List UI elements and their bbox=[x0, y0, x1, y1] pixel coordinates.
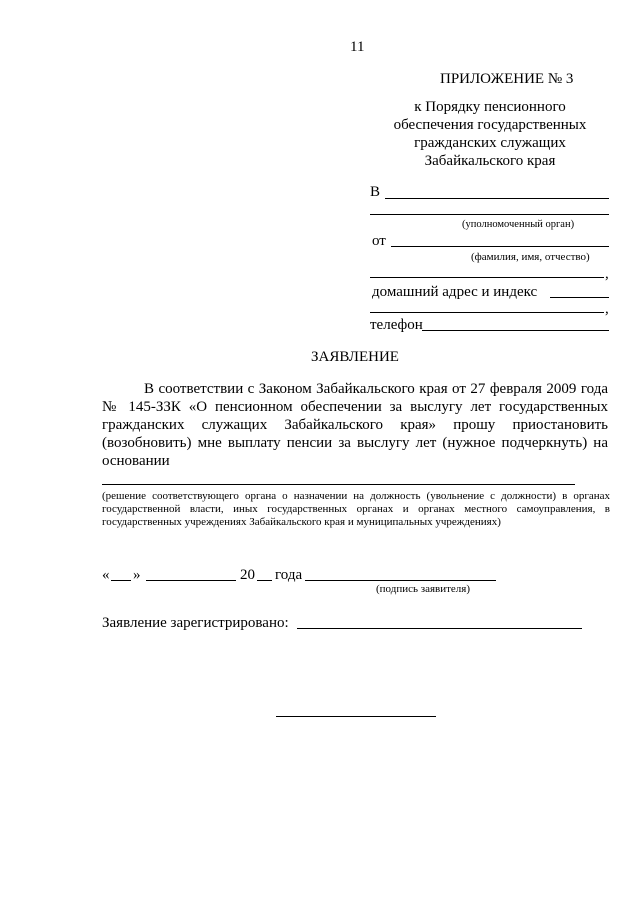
day-field[interactable] bbox=[111, 580, 131, 581]
name-line[interactable] bbox=[391, 246, 609, 247]
from-label: от bbox=[372, 233, 386, 249]
signature-field[interactable] bbox=[305, 580, 496, 581]
date-open-quote: « bbox=[102, 567, 110, 583]
registered-label: Заявление зарегистрировано: bbox=[102, 615, 289, 631]
appendix-line: обеспечения государственных bbox=[393, 117, 587, 133]
registered-field[interactable] bbox=[297, 628, 582, 629]
end-divider bbox=[276, 716, 436, 717]
address-line-2[interactable] bbox=[370, 312, 604, 313]
name-continuation-line[interactable] bbox=[370, 277, 604, 278]
appendix-title: ПРИЛОЖЕНИЕ № 3 bbox=[440, 71, 574, 87]
appendix-line: к Порядку пенсионного bbox=[414, 99, 566, 115]
authority-caption: (уполномоченный орган) bbox=[462, 219, 575, 230]
to-label: В bbox=[370, 184, 381, 200]
comma: , bbox=[605, 301, 609, 317]
comma: , bbox=[605, 266, 609, 282]
name-caption: (фамилия, имя, отчество) bbox=[471, 251, 590, 263]
page-number: 11 bbox=[350, 39, 365, 55]
month-field[interactable] bbox=[146, 580, 236, 581]
address-line-1[interactable] bbox=[550, 297, 609, 298]
authority-line-1[interactable] bbox=[385, 198, 609, 199]
date-close-quote: » bbox=[133, 567, 141, 583]
document-title: ЗАЯВЛЕНИЕ bbox=[311, 349, 399, 365]
authority-line-2[interactable] bbox=[370, 214, 609, 215]
appendix-line: гражданских служащих bbox=[414, 135, 566, 151]
body-paragraph: В соответствии с Законом Забайкальского края от 27 февраля 2009 года № 145-ЗЗК «О пенсионном обеспечении за выслугу лет государственных гражданских служащих Забайкальского края» прошу приостановить (возобновить) мне выплату пенсии за выслугу лет (нужное подчеркнуть) на основании bbox=[102, 381, 608, 469]
phone-label: телефон bbox=[370, 317, 423, 333]
basis-caption: (решение соответствующего органа о назначении на должность (увольнение с должности) в органах государственной власти, иных государственных органах и органах местного самоуправления, в государственных учреждениях Забайкальского края и муниципальных учреждениях) bbox=[102, 490, 610, 528]
year-prefix: 20 bbox=[240, 567, 255, 583]
year-field[interactable] bbox=[257, 580, 272, 581]
phone-line[interactable] bbox=[422, 330, 609, 331]
appendix-line: Забайкальского края bbox=[424, 153, 556, 169]
address-label: домашний адрес и индекс bbox=[372, 284, 538, 300]
year-word: года bbox=[275, 567, 303, 583]
basis-line[interactable] bbox=[102, 484, 575, 485]
signature-caption: (подпись заявителя) bbox=[376, 583, 471, 595]
